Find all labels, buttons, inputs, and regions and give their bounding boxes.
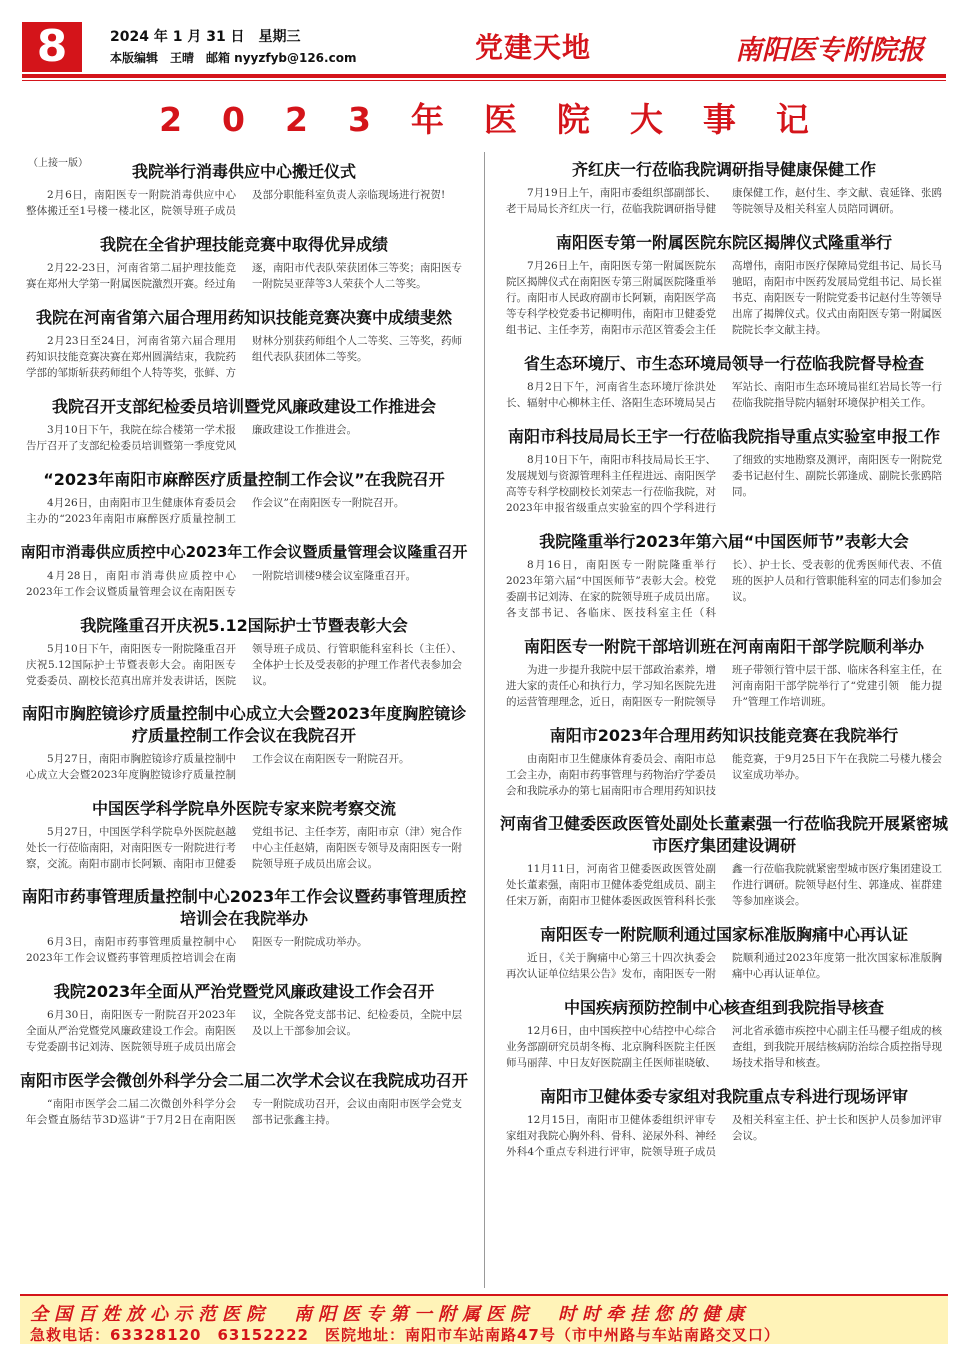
news-item [20,703,468,783]
news-item [20,886,468,966]
news-headline: 南阳医专一附院干部培训班在河南南阳干部学院顺利举办 [523,637,924,656]
news-body: 2月22-23日，河南省第二届护理技能竞赛在郑州大学第一附属医院激烈开赛。经过角逐，南阳市代表队荣获团体三等奖；南阳医专一附院吴亚萍等3人荣获个人二等奖。 [26,262,462,290]
news-headline: 我院召开支部纪检委员培训暨党风廉政建设工作推进会 [51,397,436,416]
news-headline: 南阳医专第一附属医院东院区揭牌仪式隆重举行 [555,233,892,252]
left-column [20,160,468,1142]
news-item [20,797,468,872]
news-item [500,724,948,799]
news-body: 8月2日下午，河南省生态环境厅徐洪处长、辐射中心柳林主任、洛阳生态环境局吴占军站长、南阳市生态环境局崔红岩局长等一行莅临我院指导院内辐射环境保护相关工作。 [506,381,942,409]
news-body: 7月26日上午，南阳医专第一附属医院东院区揭牌仪式在南阳医专第三附属医院隆重举行。南阳市人民政府副市长阿颖，南阳医学高等专科学校党委书记柳明伟，南阳市卫健委党组书记、主任李芳，南阳市示范区管委会主任高增伟，南阳市医疗保障局党组书记、局长马驰昭，南阳市中医药发展局党组书记、局长崔书克、南阳医专一附院党委书记赵付生等领导出席了揭牌仪式。仪式由南阳医专第一附属医院院长李文献主持。 [506,260,942,336]
editor-info: 本版编辑 王晴 邮箱 nyyzfyb@126.com [110,51,357,65]
news-item [20,1069,468,1128]
news-body: 由南阳市卫生健康体育委员会、南阳市总工会主办，南阳市药事管理与药物治疗学委员会和我院承办的第七届南阳市合理用药知识技能竞赛，于9月25日下午在我院二号楼九楼会议室成功举办。 [506,753,942,797]
news-headline: 南阳市消毒供应质控中心2023年工作会议暨质量管理会议隆重召开 [20,543,468,561]
news-item [500,352,948,411]
header-divider [22,74,946,78]
news-body: 5月10日下午，南阳医专一附院隆重召开庆祝5.12国际护士节暨表彰大会。南阳医专党委委员、副校长范真出席并发表讲话，医院领导班子成员、行管职能科室科长（主任）、全体护士长及受表彰的护理工作者代表参加会议。 [26,643,462,687]
news-body: 8月10日下午，南阳市科技局局长王宇、发展规划与资源管理科主任程进远、南阳医学高等专科学校副校长刘荣志一行莅临我院，对2023年申报省级重点实验室的四个学科进行了细致的实地勘察及测评，南阳医专一附院党委书记赵付生、副院长郭逢成、副院长张鸥陪同。 [506,454,942,514]
news-item [500,1085,948,1160]
masthead [0,0,968,80]
header-divider-thin [22,80,946,81]
footer-contact: 急救电话：63328120 63152222 医院地址：南阳市车站南路47号（市中州路与车站南路交叉口） [30,1326,780,1344]
news-headline: 南阳市2023年合理用药知识技能竞赛在我院举行 [549,726,899,745]
continued-note: （上接一版） [28,158,88,169]
news-headline: 南阳市科技局局长王宇一行莅临我院指导重点实验室申报工作 [507,427,940,446]
news-headline: “2023年南阳市麻醉医疗质量控制工作会议”在我院召开 [43,470,445,489]
news-item [20,980,468,1055]
news-body: 7月19日上午，南阳市委组织部副部长、老干局局长齐红庆一行，莅临我院调研指导健康保健工作，赵付生、李文献、袁延锋、张鸥等院领导及相关科室人员陪同调研。 [506,187,942,215]
news-body: “南阳市医学会二届二次微创外科学分会年会暨直肠结节3D巡讲”于7月2日在南阳医专一附院成功召开，会议由南阳市医学会党支部书记张鑫主持。 [26,1098,462,1126]
newspaper-logo: 南阳医专附院报 [735,35,924,66]
news-item [20,468,468,527]
news-body: 12月6日，由中国疾控中心结控中心综合业务部副研究员胡冬梅、北京胸科医院主任医师马丽萍、中日友好医院副主任医师崔晓敏、河北省承德市疾控中心副主任马樱子组成的核查组，到我院开展结核病防治综合质控指导现场技术指导和核查。 [506,1025,942,1069]
right-column [500,158,948,1174]
news-body: 6月30日，南阳医专一附院召开2023年全面从严治党暨党风廉政建设工作会。南阳医专党委副书记刘涛、医院领导班子成员出席会议，全院各党支部书记、纪检委员，全院中层及以上干部参加会议。 [26,1009,462,1053]
news-item [20,614,468,689]
news-headline: 齐红庆一行莅临我院调研指导健康保健工作 [571,160,876,179]
news-headline: 河南省卫健委医政医管处副处长董素强一行莅临我院开展紧密城市医疗集团建设调研 [500,814,948,855]
news-body: 12月15日，南阳市卫健体委组织评审专家组对我院心胸外科、骨科、泌尿外科、神经外科4个重点专科进行评审，院领导班子成员及相关科室主任、护士长和医护人员参加评审会议。 [506,1114,942,1158]
news-body: 2月23日至24日，河南省第六届合理用药知识技能竞赛决赛在郑州圆满结束，我院药学部的邹斯斩获药师组个人特等奖，张鲜、方财林分别获药师组个人二等奖、三等奖，药师组代表队获团体二等奖。 [26,335,462,379]
news-item [20,395,468,454]
news-body: 6月3日，南阳市药事管理质量控制中心2023年工作会议暨药事管理质控培训会在南阳医专一附院成功举办。 [26,936,368,964]
news-item [500,996,948,1071]
news-headline: 南阳市医学会微创外科学分会二届二次学术会议在我院成功召开 [20,1071,468,1090]
news-headline: 中国疾病预防控制中心核查组到我院指导核查 [563,998,884,1017]
news-headline: 南阳医专一附院顺利通过国家标准版胸痛中心再认证 [539,925,908,944]
page-number: 8 [22,22,82,72]
news-item [500,923,948,982]
news-headline: 南阳市药事管理质量控制中心2023年工作会议暨药事管理质控培训会在我院举办 [21,887,467,928]
news-headline: 我院举行消毒供应中心搬迁仪式 [131,162,356,181]
news-item [500,158,948,217]
page-title: 2023年医院大事记 [159,100,849,139]
footer-banner [20,1294,948,1344]
news-body: 8月16日，南阳医专一附院隆重举行2023年第六届“中国医师节”表彰大会。校党委副书记刘涛、在家的院领导班子成员出席。各支部书记、各临床、医技科室主任（科长）、护士长、受表彰的优秀医师代表、不值班的医护人员和行管职能科室的同志们参加会议。 [506,559,942,619]
news-headline: 南阳市胸腔镜诊疗质量控制中心成立大会暨2023年度胸腔镜诊疗质量控制工作会议在我院召开 [21,704,467,745]
news-body: 近日，《关于胸痛中心第三十四次执委会再次认证单位结果公告》发布，南阳医专一附院顺利通过2023年度第一批次国家标准版胸痛中心再认证单位。 [506,952,942,980]
news-body: 2月6日，南阳医专一附院消毒供应中心整体搬迁至1号楼一楼北区，院领导班子成员及部分职能科室负责人亲临现场进行祝贺! [26,189,446,217]
news-item [500,813,948,909]
news-body: 为进一步提升我院中层干部政治素养，增进大家的责任心和执行力，学习知名医院先进的运营管理理念，近日，南阳医专一附院领导班子带领行管中层干部、临床各科室主任，在河南南阳干部学院举行了“党建引领 能力提升”管理工作培训班。 [506,664,942,708]
news-headline: 中国医学科学院阜外医院专家来院考察交流 [91,799,396,818]
news-item [20,233,468,292]
footer-slogan: 全国百姓放心示范医院 南阳医专第一附属医院 时时牵挂您的健康 [30,1304,750,1325]
news-headline: 我院在全省护理技能竞赛中取得优异成绩 [99,235,388,254]
news-item [20,306,468,381]
news-item [20,541,468,600]
issue-date: 2024 年 1 月 31 日 星期三 [110,29,301,45]
news-headline: 我院隆重举行2023年第六届“中国医师节”表彰大会 [539,532,909,551]
news-item [20,160,468,219]
news-body: 5月27日，南阳市胸腔镜诊疗质量控制中心成立大会暨2023年度胸腔镜诊疗质量控制工作会议在南阳医专一附院召开。 [26,753,410,781]
news-body: 11月11日，河南省卫健委医政医管处副处长董素强，南阳市卫健体委党组成员、副主任宋万新，南阳市卫健体委医政医管科科长张鑫一行莅临我院就紧密型城市医疗集团建设工作进行调研。院领导赵付生、郭逢成、崔群建等参加座谈会。 [506,863,942,907]
section-title: 党建天地 [475,31,592,64]
news-body: 4月28日，南阳市消毒供应质控中心2023年工作会议暨质量管理会议在南阳医专一附院培训楼9楼会议室隆重召开。 [26,570,417,598]
column-divider [484,152,485,1288]
news-headline: 我院隆重召开庆祝5.12国际护士节暨表彰大会 [80,616,408,635]
news-item [500,635,948,710]
news-body: 3月10日下午，我院在综合楼第一学术报告厅召开了支部纪检委员培训暨第一季度党风廉政建设工作推进会。 [26,424,357,452]
news-item [500,425,948,516]
news-body: 5月27日，中国医学科学院阜外医院赵越处长一行莅临南阳，对南阳医专一附院进行考察，交流。南阳市副市长阿颖、南阳市卫健委党组书记、主任李芳，南阳市京（津）宛合作中心主任赵婧，南阳医专领导及南阳医专一附院领导班子成员出席会议。 [26,826,462,870]
news-headline: 我院2023年全面从严治党暨党风廉政建设工作会召开 [53,982,435,1001]
news-headline: 我院在河南省第六届合理用药知识技能竞赛决赛中成绩斐然 [35,308,452,327]
news-body: 4月26日，由南阳市卫生健康体育委员会主办的“2023年南阳市麻醉医疗质量控制工作会议”在南阳医专一附院召开。 [26,497,405,525]
news-item [500,231,948,338]
news-item [500,530,948,621]
news-headline: 省生态环境厅、市生态环境局领导一行莅临我院督导检查 [523,354,924,373]
news-headline: 南阳市卫健体委专家组对我院重点专科进行现场评审 [539,1087,908,1106]
